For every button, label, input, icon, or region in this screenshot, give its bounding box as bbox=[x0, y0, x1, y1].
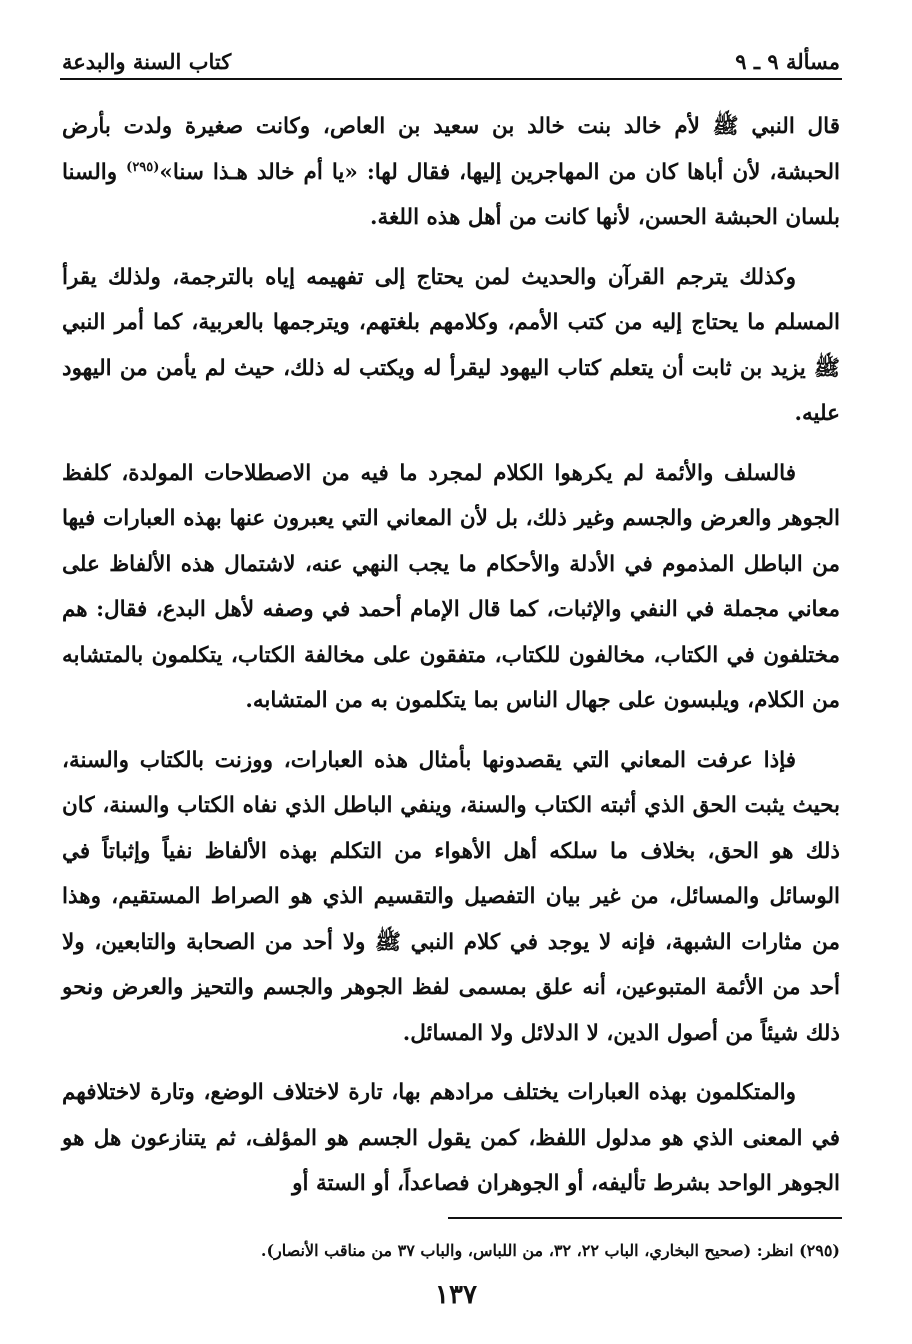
paragraph-1-continued: والسنا بلسان الحبشة الحسن، لأنها كانت من أهل هذه اللغة. bbox=[62, 159, 840, 230]
footnote-reference: (٢٩٥) bbox=[126, 159, 160, 175]
paragraph-1 bbox=[62, 104, 840, 241]
footnote: (٢٩٥) انظر: (صحيح البخاري، الباب ٢٢، ٣٢، من اللباس، والباب ٣٧ من مناقب الأنصار). bbox=[260, 1241, 840, 1260]
paragraph-1-text: قال النبي ﷺ لأم خالد بنت خالد بن سعيد بن العاص، وكانت صغيرة ولدت بأرض الحبشة، لأن أباها كان من المهاجرين إليها، فقال لها: «يا أم خالد هـذا سنا» bbox=[62, 114, 840, 185]
paragraph-3: فالسلف والأئمة لم يكرهوا الكلام لمجرد ما فيه من الاصطلاحات المولدة، كلفظ الجوهر والعرض والجسم وغير ذلك، بل لأن المعاني التي يعبرون عنها بهذه العبارات فيها من الباطل المذموم في الأدلة والأحكام ما يجب النهي عنه، لاشتمال هذه الألفاظ على معاني مجملة في النفي والإثبات، كما قال الإمام أحمد في وصفه لأهل البدع، فقال: هم مختلفون في الكتاب، مخالفون للكتاب، متفقون على مخالفة الكتاب، يتكلمون بالمتشابه من الكلام، ويلبسون على جهال الناس بما يتكلمون به من المتشابه. bbox=[62, 460, 840, 713]
paragraph-5: والمتكلمون بهذه العبارات يختلف مرادهم بها، تارة لاختلاف الوضع، وتارة لاختلافهم في المعنى الذي هو مدلول اللفظ، كمن يقول الجسم هو المؤلف، ثم يتنازعون هل هو الجوهر الواحد بشرط تأليفه، أو الجوهران فصاعداً، أو الستة أو bbox=[62, 1080, 840, 1196]
paragraph-2: وكذلك يترجم القرآن والحديث لمن يحتاج إلى تفهيمه إياه بالترجمة، ولذلك يقرأ المسلم ما يحتاج إليه من كتب الأمم، وكلامهم بلغتهم، ويترجمها بالعربية، كما أمر النبي ﷺ يزيد بن ثابت أن يتعلم كتاب اليهود ليقرأ له ويكتب له ذلك، حيث لم يأمن من اليهود عليه. bbox=[62, 264, 840, 426]
paragraph-4: فإذا عرفت المعاني التي يقصدونها بأمثال هذه العبارات، ووزنت بالكتاب والسنة، بحيث يثبت الحق الذي أثبته الكتاب والسنة، وينفي الباطل الذي نفاه الكتاب والسنة، كان ذلك هو الحق، بخلاف ما سلكه أهل الأهواء من التكلم بهذه الألفاظ نفياً وإثباتاً في الوسائل والمسائل، من غير بيان التفصيل والتقسيم الذي هو الصراط المستقيم، وهذا من مثارات الشبهة، فإنه لا يوجد في كلام النبي ﷺ ولا أحد من الصحابة والتابعين، ولا أحد من الأئمة المتبوعين، أنه علق بمسمى لفظ الجوهر والجسم والتحيز والعرض ونحو ذلك شيئاً من أصول الدين، لا الدلائل ولا المسائل. bbox=[62, 747, 840, 1046]
book-title: كتاب السنة والبدعة bbox=[62, 49, 232, 74]
main-text bbox=[62, 104, 840, 1221]
issue-number: مسألة ٩ ـ ٩ bbox=[735, 49, 840, 74]
footnote-rule bbox=[448, 1217, 842, 1219]
running-header bbox=[62, 40, 840, 74]
page-number: ١٣٧ bbox=[435, 1280, 477, 1310]
header-rule bbox=[60, 78, 842, 80]
